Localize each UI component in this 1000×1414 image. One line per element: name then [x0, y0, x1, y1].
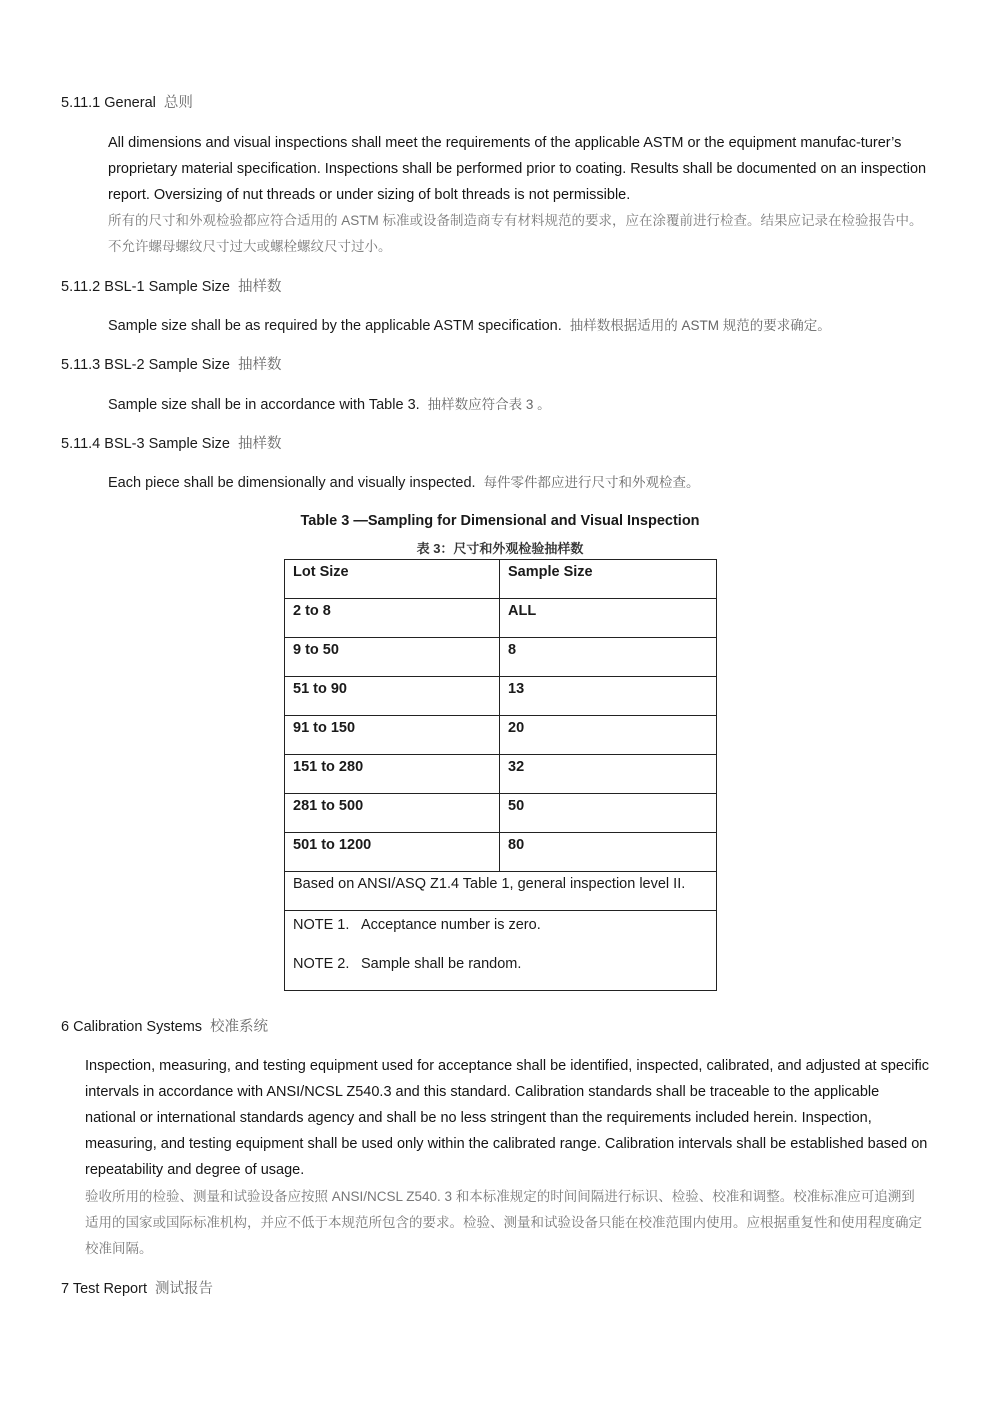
- section-5-11-4-heading: [61, 434, 282, 454]
- heading-zh-text: 抽样数: [238, 436, 282, 452]
- table-footnote: Based on ANSI/ASQ Z1.4 Table 1, general inspection level II.: [285, 872, 717, 911]
- table-row: [285, 755, 717, 794]
- heading-text: 6 Calibration Systems: [61, 1019, 203, 1035]
- note-text: Sample shall be random.: [361, 956, 522, 972]
- paragraph-zh: 抽样数应符合表 3 。: [427, 397, 551, 412]
- heading-text: 7 Test Report: [61, 1281, 147, 1297]
- lot-size-cell: 281 to 500: [285, 794, 500, 833]
- sample-size-cell: 20: [500, 716, 717, 755]
- sample-size-cell: 13: [500, 677, 717, 716]
- heading-text: 5.11.1 General: [61, 95, 156, 111]
- section-5-11-1-paragraph-zh: 所有的尺寸和外观检验都应符合适用的 ASTM 标准或设备制造商专有材料规范的要求，应在涂覆前进行检查。结果应记录在检验报告中。不允许螺母螺纹尺寸过大或螺栓螺纹尺寸过小。: [108, 213, 923, 254]
- sample-size-cell: 80: [500, 833, 717, 872]
- table-caption-en: Table 3 —Sampling for Dimensional and Visual Inspection: [300, 513, 700, 529]
- note-1: [293, 915, 708, 935]
- heading-zh-text: 抽样数: [238, 279, 282, 295]
- sample-size-cell: 50: [500, 794, 717, 833]
- paragraph-zh: 抽样数根据适用的 ASTM 规范的要求确定。: [569, 318, 831, 333]
- note-label: NOTE 2.: [293, 956, 350, 972]
- sample-size-cell: 8: [500, 638, 717, 677]
- lot-size-cell: 2 to 8: [285, 599, 500, 638]
- paragraph-en: Sample size shall be in accordance with Table 3.: [108, 397, 420, 413]
- paragraph-en: Sample size shall be as required by the applicable ASTM specification.: [108, 318, 562, 334]
- table-row: [285, 638, 717, 677]
- section-6-paragraph-zh: 验收所用的检验、测量和试验设备应按照 ANSI/NCSL Z540. 3 和本标准规定的时间间隔进行标识、检验、校准和调整。校准标准应可追溯到适用的国家或国际标准机构，并应不低于本规范所包含的要求。检验、测量和试验设备只能在校准范围内使用。应根据重复性和使用程度确定校准间隔。: [85, 1189, 922, 1256]
- sample-size-cell: 32: [500, 755, 717, 794]
- header-sample-size: Sample Size: [500, 560, 717, 599]
- heading-text: 5.11.4 BSL-3 Sample Size: [61, 436, 230, 452]
- section-5-11-4-paragraph: [108, 473, 700, 493]
- table-footnote-row: [285, 872, 717, 911]
- table-notes: [285, 911, 717, 991]
- table-notes-row: [285, 911, 717, 991]
- section-6-heading: [61, 1017, 268, 1037]
- table-row: [285, 833, 717, 872]
- note-text: Acceptance number is zero.: [361, 917, 541, 933]
- sample-size-cell: ALL: [500, 599, 717, 638]
- section-5-11-2-paragraph: [108, 316, 831, 336]
- lot-size-cell: 501 to 1200: [285, 833, 500, 872]
- header-lot-size: Lot Size: [285, 560, 500, 599]
- table-caption-zh: 表 3：尺寸和外观检验抽样数: [416, 541, 584, 556]
- heading-zh-text: 抽样数: [238, 357, 282, 373]
- section-5-11-3-heading: [61, 355, 282, 375]
- note-label: NOTE 1.: [293, 917, 350, 933]
- table-row: [285, 716, 717, 755]
- paragraph-en: Each piece shall be dimensionally and visually inspected.: [108, 475, 476, 491]
- section-5-11-3-paragraph: [108, 395, 551, 415]
- note-2: [293, 954, 708, 974]
- section-5-11-1-paragraph-en: All dimensions and visual inspections shall meet the requirements of the applicable ASTM or the equipment manufac-turer’s proprietary material specification. Inspections shall be performed prior to coating. Results shall be documented on an inspection report. Oversizing of nut threads or under sizing of bolt threads is not permissible.: [108, 135, 927, 203]
- sampling-table: [284, 559, 717, 991]
- heading-zh-text: 总则: [163, 95, 193, 111]
- table-row: [285, 677, 717, 716]
- section-7-heading: [61, 1279, 213, 1299]
- table-header-row: [285, 560, 717, 599]
- lot-size-cell: 91 to 150: [285, 716, 500, 755]
- table-row: [285, 599, 717, 638]
- section-5-11-2-heading: [61, 277, 282, 297]
- heading-text: 5.11.2 BSL-1 Sample Size: [61, 279, 230, 295]
- table-row: [285, 794, 717, 833]
- section-6-paragraph-en: Inspection, measuring, and testing equipment used for acceptance shall be identified, inspected, calibrated, and adjusted at specific intervals in accordance with ANSI/NCSL Z540.3 and this standard. Calibration standards shall be traceable to the applicable national or international standards agency and shall be no less stringent than the requirements included herein. Inspection, measuring, and testing equipment shall be used only within the calibrated range. Calibration intervals shall be established based on repeatability and degree of usage.: [85, 1058, 929, 1178]
- heading-zh-text: 校准系统: [210, 1019, 269, 1035]
- heading-zh-text: 测试报告: [154, 1281, 213, 1297]
- lot-size-cell: 151 to 280: [285, 755, 500, 794]
- heading-text: 5.11.3 BSL-2 Sample Size: [61, 357, 230, 373]
- section-5-11-1-heading: [61, 93, 193, 113]
- paragraph-zh: 每件零件都应进行尺寸和外观检查。: [483, 475, 700, 490]
- lot-size-cell: 9 to 50: [285, 638, 500, 677]
- lot-size-cell: 51 to 90: [285, 677, 500, 716]
